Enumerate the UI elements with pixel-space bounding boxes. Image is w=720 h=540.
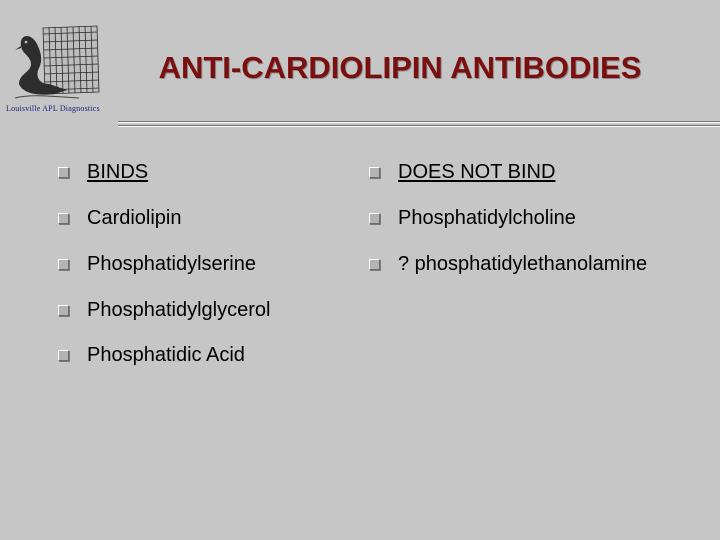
list-item: [58, 250, 256, 278]
bullet-icon: [58, 350, 69, 361]
swan-logo-icon: [9, 22, 101, 104]
list-item: [369, 250, 647, 278]
list-item: [369, 204, 576, 232]
bullet-icon: [58, 259, 69, 270]
bullet-icon: [58, 305, 69, 316]
list-item-label: Phosphatidylcholine: [398, 206, 576, 229]
list-item-label: Phosphatidic Acid: [87, 343, 245, 366]
column-header: DOES NOT BIND: [398, 160, 556, 183]
bullet-icon: [369, 213, 380, 224]
list-item-label: Cardiolipin: [87, 206, 182, 229]
does-not-bind-header: [369, 158, 555, 186]
list-item: [58, 296, 270, 324]
column-header: BINDS: [87, 160, 149, 183]
binds-header: [58, 158, 148, 186]
list-item-label: Phosphatidylserine: [87, 252, 256, 275]
organization-name: Louisville APL Diagnostics: [6, 104, 100, 113]
bullet-icon: [58, 167, 69, 178]
bullet-icon: [369, 259, 380, 270]
list-item: [58, 204, 182, 232]
list-item-label: Phosphatidylglycerol: [87, 298, 271, 321]
list-item: [58, 341, 245, 369]
slide-title: ANTI-CARDIOLIPIN ANTIBODIES: [158, 50, 642, 85]
title-divider: [118, 121, 720, 129]
list-item-label: ? phosphatidylethanolamine: [398, 252, 648, 275]
bullet-icon: [58, 213, 69, 224]
bullet-icon: [369, 167, 380, 178]
